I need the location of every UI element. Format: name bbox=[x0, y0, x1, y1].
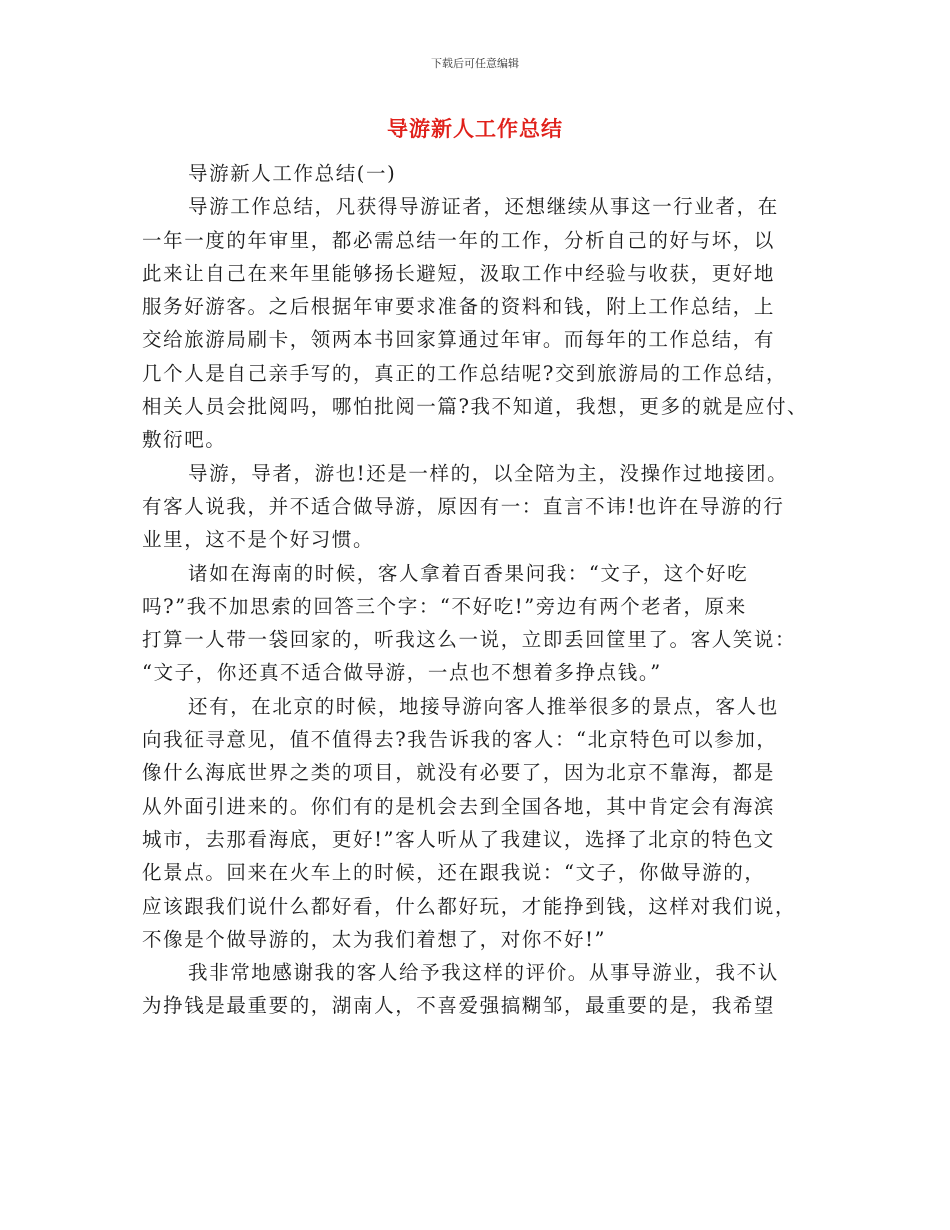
text-line: 为挣钱是最重要的，湖南人，不喜爱强搞糊邹，最重要的是，我希望 bbox=[142, 994, 776, 1018]
text-line: 导游新人工作总结(一) bbox=[188, 162, 397, 185]
document-title: 导游新人工作总结 bbox=[387, 117, 563, 141]
text-line: 应该跟我们说什么都好看，什么都好玩，才能挣到钱，这样对我们说， bbox=[142, 894, 797, 918]
text-line: “文子，你还真不适合做导游，一点也不想着多挣点钱。” bbox=[142, 661, 662, 685]
text-line: 服务好游客。之后根据年审要求准备的资料和钱，附上工作总结，上 bbox=[142, 295, 776, 319]
text-line: 不像是个做导游的，太为我们着想了，对你不好!” bbox=[142, 927, 607, 951]
document-body bbox=[142, 157, 812, 1023]
text-line: 导游工作总结，凡获得导游证者，还想继续从事这一行业者，在 bbox=[188, 195, 779, 219]
text-line: 化景点。回来在火车上的时候，还在跟我说：“文子，你做导游的， bbox=[142, 861, 766, 885]
text-line: 诸如在海南的时候，客人拿着百香果问我：“文子，这个好吃 bbox=[188, 561, 749, 585]
text-line: 我非常地感谢我的客人给予我这样的评价。从事导游业，我不认 bbox=[188, 961, 779, 985]
text-line: 从外面引进来的。你们有的是机会去到全国各地，其中肯定会有海滨 bbox=[142, 794, 776, 818]
header-note: 下载后可任意编辑 bbox=[431, 57, 519, 70]
text-line: 城市，去那看海底，更好!”客人听从了我建议，选择了北京的特色文 bbox=[142, 827, 775, 851]
text-line: 像什么海底世界之类的项目，就没有必要了，因为北京不靠海，都是 bbox=[142, 761, 776, 785]
text-line: 吗?”我不加思索的回答三个字：“不好吃!”旁边有两个老者，原来 bbox=[142, 594, 747, 618]
text-line: 一年一度的年审里，都必需总结一年的工作，分析自己的好与坏，以 bbox=[142, 228, 776, 252]
text-line: 敷衍吧。 bbox=[142, 428, 227, 452]
text-line: 相关人员会批阅吗，哪怕批阅一篇?我不知道，我想，更多的就是应付、 bbox=[142, 395, 809, 419]
text-line: 此来让自己在来年里能够扬长避短，汲取工作中经验与收获，更好地 bbox=[142, 261, 776, 285]
text-line: 向我征寻意见，值不值得去?我告诉我的客人：“北京特色可以参加， bbox=[142, 728, 778, 752]
text-line: 交给旅游局刷卡，领两本书回家算通过年审。而每年的工作总结，有 bbox=[142, 328, 776, 352]
text-line: 几个人是自己亲手写的，真正的工作总结呢?交到旅游局的工作总结， bbox=[142, 361, 788, 385]
text-line: 还有，在北京的时候，地接导游向客人推举很多的景点，客人也 bbox=[188, 694, 779, 718]
text-line: 打算一人带一袋回家的，听我这么一说，立即丢回筐里了。客人笑说： bbox=[142, 628, 797, 652]
text-line: 导游，导者，游也!还是一样的，以全陪为主，没操作过地接团。 bbox=[188, 461, 789, 485]
text-line: 业里，这不是个好习惯。 bbox=[142, 528, 375, 552]
text-line: 有客人说我，并不适合做导游，原因有一：直言不讳!也许在导游的行 bbox=[142, 494, 785, 518]
